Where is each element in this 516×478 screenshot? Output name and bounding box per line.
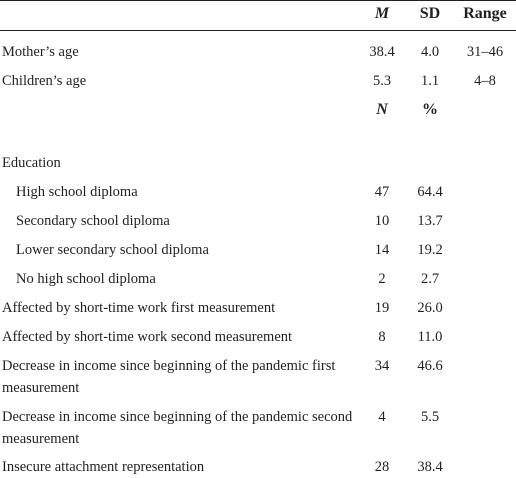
table-header-rule <box>0 30 516 31</box>
table-top-rule <box>0 0 516 1</box>
cell-n: 19 <box>374 300 390 316</box>
row-label: Affected by short-time work first measurement <box>2 300 276 316</box>
cell-percent: 2.7 <box>420 271 440 287</box>
row-label: Decrease in income since beginning of the pandemic second measurement <box>2 409 353 447</box>
row-label: Mother’s age <box>2 44 79 60</box>
cell-sd: 4.0 <box>420 44 440 60</box>
cell-percent: 64.4 <box>417 184 443 200</box>
cell-n: 47 <box>374 184 390 200</box>
cell-range: 31–46 <box>466 44 504 60</box>
cell-n: 4 <box>378 409 386 425</box>
cell-percent: 13.7 <box>417 213 443 229</box>
cell-percent: 26.0 <box>417 300 443 316</box>
subheader-percent: % <box>422 101 438 118</box>
cell-percent: 11.0 <box>417 329 443 345</box>
header-range: Range <box>463 5 507 22</box>
header-sd: SD <box>419 5 441 22</box>
row-label: No high school diploma <box>16 271 156 287</box>
row-label: Lower secondary school diploma <box>16 242 209 258</box>
subheader-n: N <box>376 101 388 118</box>
cell-n: 8 <box>378 329 386 345</box>
cell-range: 4–8 <box>474 73 496 89</box>
row-label: Affected by short-time work second measurement <box>2 329 293 345</box>
section-heading-label: Education <box>2 155 61 171</box>
cell-n: 14 <box>374 242 390 258</box>
cell-percent: 19.2 <box>417 242 443 258</box>
row-label: Children’s age <box>2 73 87 89</box>
cell-n: 10 <box>374 213 390 229</box>
cell-n: 34 <box>374 358 390 374</box>
cell-sd: 1.1 <box>420 73 440 89</box>
row-label: High school diploma <box>16 184 138 200</box>
cell-mean: 38.4 <box>369 44 395 60</box>
cell-n: 28 <box>374 459 390 475</box>
cell-n: 2 <box>378 271 386 287</box>
row-label: Secondary school diploma <box>16 213 170 229</box>
header-mean: M <box>374 5 390 22</box>
cell-mean: 5.3 <box>372 73 392 89</box>
row-label: Decrease in income since beginning of the pandemic first measurement <box>2 358 336 396</box>
row-label: Insecure attachment representation <box>2 459 205 475</box>
cell-percent: 38.4 <box>417 459 443 475</box>
cell-percent: 5.5 <box>420 409 440 425</box>
cell-percent: 46.6 <box>417 358 443 374</box>
